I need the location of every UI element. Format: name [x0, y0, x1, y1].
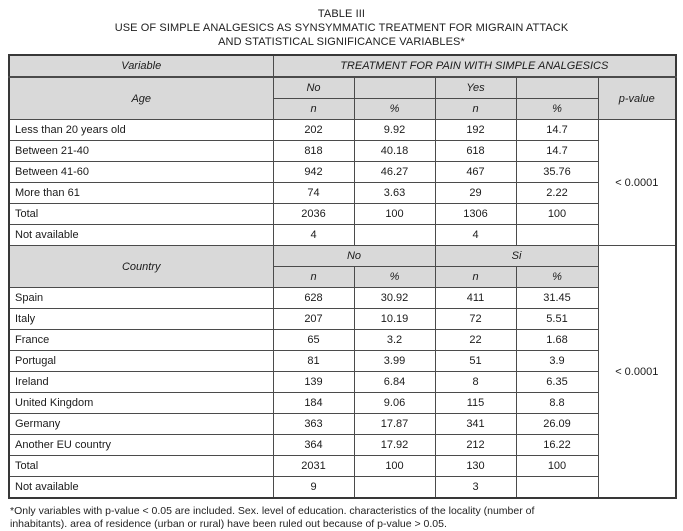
age-row-label: Less than 20 years old	[9, 120, 273, 141]
country-si-pct: 5.51	[516, 309, 598, 330]
country-no-pct: 3.2	[354, 330, 435, 351]
country-si-pct: 3.9	[516, 351, 598, 372]
age-yes-n: 1306	[435, 204, 516, 225]
country-row-label: Ireland	[9, 372, 273, 393]
country-si-n: 8	[435, 372, 516, 393]
table-row	[9, 120, 676, 141]
country-si-pct: 8.8	[516, 393, 598, 414]
country-row-label: Italy	[9, 309, 273, 330]
country-no-pct: 17.92	[354, 435, 435, 456]
age-yes-header: Yes	[435, 77, 516, 99]
country-row-label: France	[9, 330, 273, 351]
age-no-n-header: n	[273, 99, 354, 120]
table-row	[9, 372, 676, 393]
country-no-pct: 10.19	[354, 309, 435, 330]
p-value-header: p-value	[598, 77, 676, 120]
country-si-n: 22	[435, 330, 516, 351]
country-no-n: 184	[273, 393, 354, 414]
country-si-n: 212	[435, 435, 516, 456]
country-si-n: 341	[435, 414, 516, 435]
age-no-n: 2036	[273, 204, 354, 225]
country-no-n: 139	[273, 372, 354, 393]
country-si-n-header: n	[435, 267, 516, 288]
table-row	[9, 477, 676, 499]
age-no-n: 818	[273, 141, 354, 162]
age-yes-pct: 2.22	[516, 183, 598, 204]
table-row	[9, 414, 676, 435]
country-si-header: Si	[435, 246, 598, 267]
age-yes-pct: 14.7	[516, 120, 598, 141]
country-no-pct: 6.84	[354, 372, 435, 393]
age-yes-pct-header: %	[516, 99, 598, 120]
country-no-header: No	[273, 246, 435, 267]
country-no-pct: 3.99	[354, 351, 435, 372]
table-row	[9, 330, 676, 351]
table-row	[9, 351, 676, 372]
country-si-n: 72	[435, 309, 516, 330]
age-yes-pct: 35.76	[516, 162, 598, 183]
country-si-n: 130	[435, 456, 516, 477]
country-no-n: 9	[273, 477, 354, 499]
table-row	[9, 435, 676, 456]
age-row-label: Between 41-60	[9, 162, 273, 183]
country-no-pct: 17.87	[354, 414, 435, 435]
age-no-header: No	[273, 77, 354, 99]
age-no-n: 74	[273, 183, 354, 204]
age-row-label: Not available	[9, 225, 273, 246]
country-no-n-header: n	[273, 267, 354, 288]
age-yes-spacer-cell	[516, 77, 598, 99]
country-no-n: 207	[273, 309, 354, 330]
country-row-label: Another EU country	[9, 435, 273, 456]
table-row	[9, 183, 676, 204]
country-no-n: 81	[273, 351, 354, 372]
table-row	[9, 141, 676, 162]
age-section-label: Age	[9, 77, 273, 120]
country-si-pct: 1.68	[516, 330, 598, 351]
age-no-pct: 9.92	[354, 120, 435, 141]
country-header-row	[9, 246, 676, 267]
treatment-header: TREATMENT FOR PAIN WITH SIMPLE ANALGESICS	[273, 55, 676, 77]
country-no-n: 628	[273, 288, 354, 309]
variable-header: Variable	[9, 55, 273, 77]
country-section-label: Country	[9, 246, 273, 288]
age-no-pct-header: %	[354, 99, 435, 120]
country-si-n: 3	[435, 477, 516, 499]
country-si-pct: 100	[516, 456, 598, 477]
country-no-pct: 30.92	[354, 288, 435, 309]
table-row	[9, 204, 676, 225]
age-yes-n: 618	[435, 141, 516, 162]
age-no-pct: 40.18	[354, 141, 435, 162]
age-p-value: < 0.0001	[598, 120, 676, 246]
country-si-pct	[516, 477, 598, 499]
age-no-pct: 46.27	[354, 162, 435, 183]
country-row-label: Portugal	[9, 351, 273, 372]
age-no-n: 202	[273, 120, 354, 141]
age-row-label: Total	[9, 204, 273, 225]
table-row	[9, 456, 676, 477]
country-si-n: 115	[435, 393, 516, 414]
country-si-pct-header: %	[516, 267, 598, 288]
table-row	[9, 309, 676, 330]
table-title	[0, 0, 683, 49]
age-yes-n: 467	[435, 162, 516, 183]
age-header-row	[9, 77, 676, 99]
country-si-pct: 26.09	[516, 414, 598, 435]
age-no-pct	[354, 225, 435, 246]
age-yes-n-header: n	[435, 99, 516, 120]
footnote	[10, 505, 610, 531]
table-caption-line2: AND STATISTICAL SIGNIFICANCE VARIABLES*	[218, 36, 465, 48]
age-yes-pct	[516, 225, 598, 246]
country-si-pct: 31.45	[516, 288, 598, 309]
country-no-pct-header: %	[354, 267, 435, 288]
country-no-pct	[354, 477, 435, 499]
footnote-line1: *Only variables with p-value < 0.05 are included. Sex. level of education. characteristics of the locality (number of	[10, 505, 535, 517]
country-no-n: 65	[273, 330, 354, 351]
table-row	[9, 393, 676, 414]
country-si-pct: 16.22	[516, 435, 598, 456]
age-no-n: 4	[273, 225, 354, 246]
country-no-n: 2031	[273, 456, 354, 477]
age-row-label: Between 21-40	[9, 141, 273, 162]
age-yes-pct: 100	[516, 204, 598, 225]
table-row	[9, 288, 676, 309]
age-yes-pct: 14.7	[516, 141, 598, 162]
country-p-value: < 0.0001	[598, 246, 676, 499]
table-number: TABLE III	[317, 8, 366, 20]
country-row-label: Spain	[9, 288, 273, 309]
country-si-n: 411	[435, 288, 516, 309]
table-row	[9, 162, 676, 183]
table-row	[9, 225, 676, 246]
country-no-n: 363	[273, 414, 354, 435]
country-row-label: United Kingdom	[9, 393, 273, 414]
age-no-n: 942	[273, 162, 354, 183]
header-row-main	[9, 55, 676, 77]
country-row-label: Germany	[9, 414, 273, 435]
age-yes-n: 192	[435, 120, 516, 141]
country-si-n: 51	[435, 351, 516, 372]
country-no-pct: 100	[354, 456, 435, 477]
country-row-label: Total	[9, 456, 273, 477]
age-yes-n: 29	[435, 183, 516, 204]
country-si-pct: 6.35	[516, 372, 598, 393]
age-yes-n: 4	[435, 225, 516, 246]
table-caption-line1: USE OF SIMPLE ANALGESICS AS SYNSYMMATIC TREATMENT FOR MIGRAIN ATTACK	[114, 22, 569, 34]
country-no-n: 364	[273, 435, 354, 456]
age-row-label: More than 61	[9, 183, 273, 204]
age-no-pct: 3.63	[354, 183, 435, 204]
country-no-pct: 9.06	[354, 393, 435, 414]
footnote-line2: inhabitants). area of residence (urban or rural) have been ruled out because of p-value > 0.05.	[10, 518, 447, 530]
analgesics-table	[8, 54, 677, 499]
age-no-pct: 100	[354, 204, 435, 225]
country-row-label: Not available	[9, 477, 273, 499]
age-no-spacer-cell	[354, 77, 435, 99]
